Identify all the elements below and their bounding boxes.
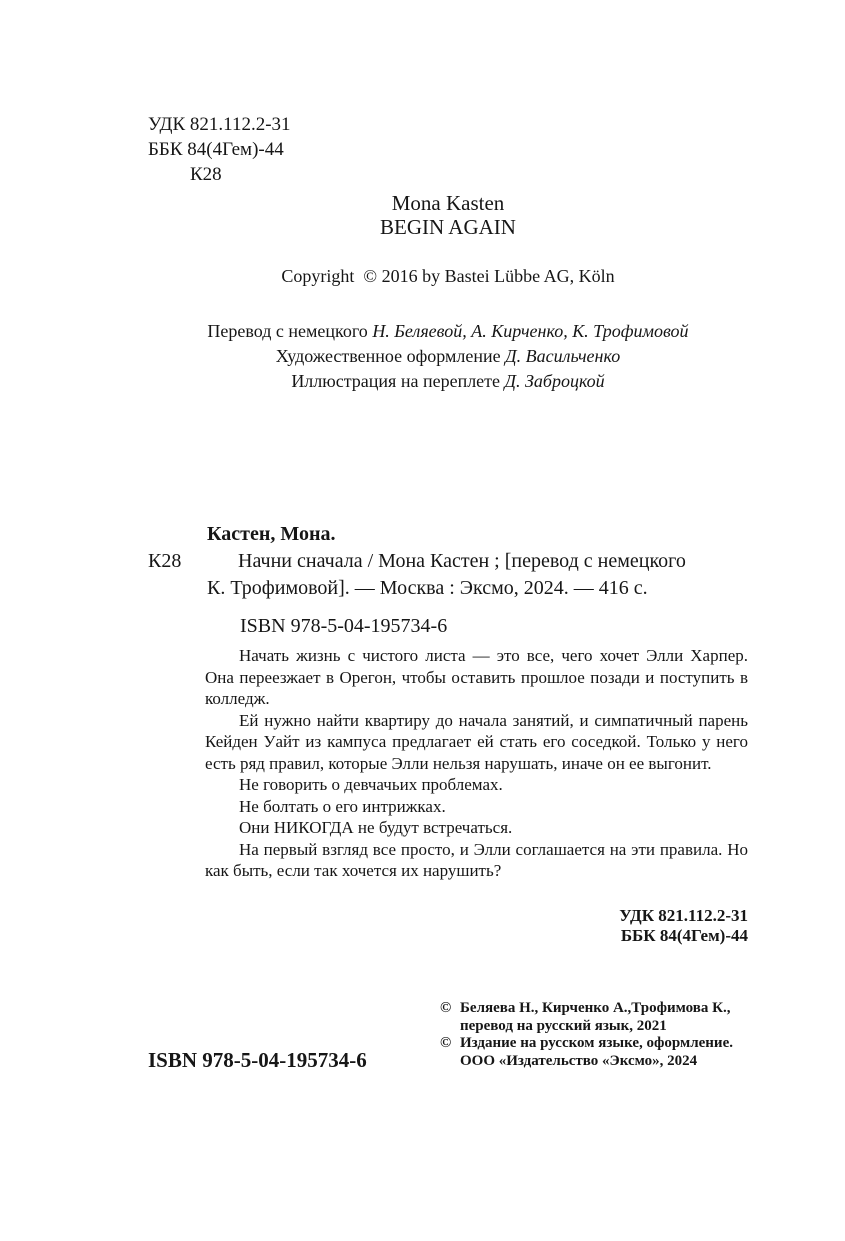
credit-role: Перевод с немецкого bbox=[207, 321, 373, 341]
credit-design bbox=[148, 344, 748, 369]
catalog-description-line: Начни сначала / Мона Кастен ; [перевод с немецкого bbox=[238, 550, 686, 572]
credit-role: Иллюстрация на переплете bbox=[291, 371, 505, 391]
original-copyright-line: Copyright © 2016 by Bastei Lübbe AG, Köln bbox=[281, 266, 615, 286]
russian-copyright-block bbox=[440, 1000, 770, 1070]
catalog-author: Кастен, Мона. bbox=[207, 523, 336, 545]
bbk-code-bottom: ББК 84(4Гем)-44 bbox=[620, 925, 748, 945]
annotation-paragraph: Они НИКОГДА не будут встречаться. bbox=[239, 818, 513, 837]
classification-codes-bottom bbox=[619, 906, 748, 945]
original-title: BEGIN AGAIN bbox=[380, 215, 516, 239]
copyright-line: Беляева Н., Кирченко А.,Трофимова К., bbox=[460, 1000, 731, 1016]
annotation-paragraph: На первый взгляд все просто, и Элли соглашается на эти правила. Но как быть, если так хочется их нарушить? bbox=[205, 839, 748, 880]
bbk-code: ББК 84(4Гем)-44 bbox=[148, 139, 284, 160]
credit-cover-illustration bbox=[148, 369, 748, 394]
credit-names: Д. Заброцкой bbox=[504, 371, 605, 391]
udk-code: УДК 821.112.2-31 bbox=[148, 114, 291, 135]
credit-role: Художественное оформление bbox=[275, 346, 506, 366]
catalog-description-line: К. Трофимовой]. — Москва : Эксмо, 2024. — 416 с. bbox=[207, 577, 648, 599]
original-title-block bbox=[148, 191, 748, 239]
annotation-paragraph: Не говорить о девчачьих проблемах. bbox=[239, 775, 503, 794]
annotation-paragraph: Не болтать о его интрижках. bbox=[239, 796, 446, 816]
copyright-item-translation bbox=[440, 1000, 770, 1035]
catalog-card bbox=[148, 521, 750, 640]
credit-names: Н. Беляевой, А. Кирченко, К. Трофимовой bbox=[372, 321, 689, 341]
credit-names: Д. Васильченко bbox=[505, 346, 621, 366]
annotation-paragraph: Ей нужно найти квартиру до начала занятий, и симпатичный парень Кейден Уайт из кампуса предлагает ей стать его соседкой. Только у него есть ряд правил, которые Элли нельзя нарушать, иначе он ее выгонит. bbox=[205, 710, 748, 773]
copyright-symbol: © bbox=[440, 1000, 452, 1016]
original-author: Mona Kasten bbox=[391, 191, 505, 215]
copyright-line: Издание на русском языке, оформление. bbox=[460, 1035, 733, 1051]
classification-codes-top bbox=[148, 112, 291, 187]
catalog-isbn: ISBN 978-5-04-195734-6 bbox=[240, 615, 448, 637]
catalog-author-code: К28 bbox=[148, 550, 182, 572]
copyright-line: перевод на русский язык, 2021 bbox=[460, 1017, 667, 1034]
isbn-bottom: ISBN 978-5-04-195734-6 bbox=[148, 1048, 367, 1072]
author-sign-code: К28 bbox=[190, 164, 222, 185]
copyright-line: ООО «Издательство «Эксмо», 2024 bbox=[460, 1052, 698, 1069]
copyright-item-edition bbox=[440, 1035, 770, 1070]
annotation-block bbox=[205, 645, 748, 882]
copyright-symbol: © bbox=[440, 1035, 452, 1051]
annotation-paragraph: Начать жизнь с чистого листа — это все, чего хочет Элли Харпер. Она переезжает в Орегон, чтобы оставить прошлое позади и поступить в колледж. bbox=[205, 646, 748, 708]
credits-block bbox=[148, 319, 748, 394]
credit-translation bbox=[148, 319, 748, 344]
udk-code-bottom: УДК 821.112.2-31 bbox=[619, 906, 748, 925]
